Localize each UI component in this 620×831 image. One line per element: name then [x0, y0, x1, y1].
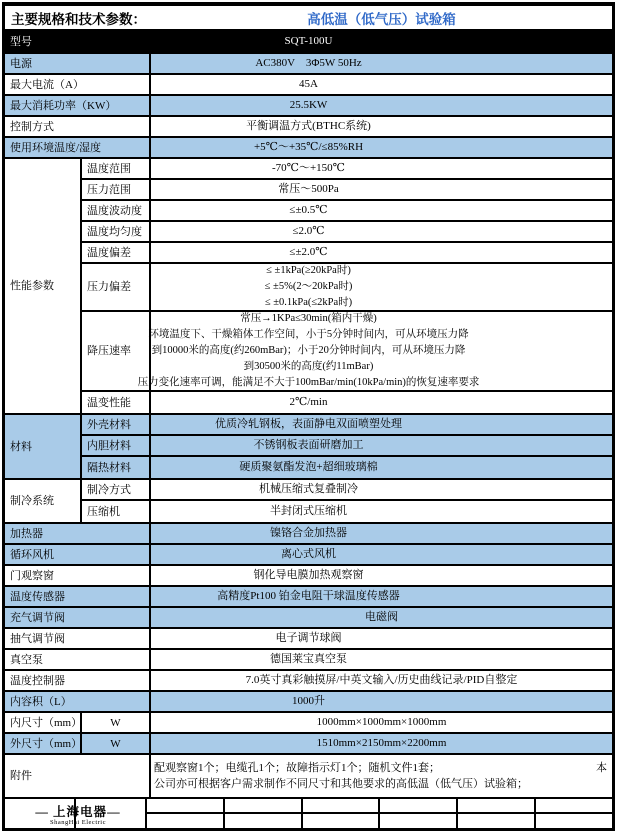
- product-title: 高低温（低气压）试验箱: [307, 11, 456, 27]
- logo-dash-right: —: [107, 804, 121, 819]
- table-row: [5, 31, 612, 54]
- value-line: 半封闭式压缩机: [270, 505, 347, 517]
- row-label: 型号: [10, 35, 32, 48]
- value-line: ≤±0.5℃: [289, 204, 328, 216]
- table-row: [82, 392, 612, 413]
- value-line: 高精度Pt100 铂金电阻干球温度传感器: [217, 590, 400, 602]
- value-line: 离心式风机: [281, 548, 336, 560]
- row-label: 循环风机: [5, 545, 151, 564]
- group-rows: [82, 159, 612, 413]
- value-line: 钢化导电膜加热观察窗: [253, 569, 364, 581]
- table-row: [5, 713, 612, 734]
- value-line: 环境温度下、干燥箱体工作空间，小于5分钟时间内，可从环境压力降: [148, 329, 469, 340]
- value-line: 1510mm×2150mm×2200mm: [316, 737, 447, 749]
- table-row: [82, 436, 612, 457]
- row-label: 压力偏差: [82, 264, 151, 310]
- row-label: 温度波动度: [82, 201, 151, 220]
- table-row: [82, 180, 612, 201]
- value-line: 电磁阀: [365, 611, 398, 623]
- row-label: 温度均匀度: [82, 222, 151, 241]
- row-label: 真空泵: [5, 650, 151, 669]
- row-label: 抽气调节阀: [5, 629, 151, 648]
- table-row: [5, 566, 612, 587]
- table-row: [5, 96, 612, 117]
- row-sublabel: W: [82, 734, 151, 753]
- footer-empty-cell-top: [147, 799, 223, 814]
- value-line: 平衡调温方式(BTHC系统): [246, 120, 371, 132]
- value-line: +5℃～+35℃/≤85%RH: [253, 141, 364, 153]
- group-rows: [82, 415, 612, 478]
- value-line: 镍铬合金加热器: [270, 527, 347, 539]
- row-label: 降压速率: [82, 312, 151, 390]
- value-line: ≤2.0℃: [292, 225, 325, 237]
- table-row: [5, 587, 612, 608]
- row-value: [151, 734, 612, 753]
- row-label: 制冷方式: [82, 480, 151, 499]
- row-label: 外壳材料: [82, 415, 151, 434]
- table-row: [5, 629, 612, 650]
- table-row: [5, 524, 612, 545]
- table-row: [82, 415, 612, 436]
- footer-empty-cell-top: [458, 799, 534, 814]
- footer-empty-cell-top: [225, 799, 301, 814]
- table-row: [5, 117, 612, 138]
- row-label: 加热器: [5, 524, 151, 543]
- group-label: 性能参数: [5, 159, 82, 413]
- value-line: 到10000米的高度(约260mBar)；小于20分钟时间内，可从环境压力降: [151, 345, 466, 356]
- value-line: 优质冷轧钢板，表面静电双面喷塑处理: [215, 418, 402, 430]
- row-label: 内尺寸（mm）: [5, 713, 82, 732]
- row-label: 压缩机: [82, 501, 151, 522]
- row-label: 门观察窗: [5, 566, 151, 585]
- row-value: [151, 608, 612, 627]
- row-value: [151, 671, 612, 690]
- value-line: ≤±2.0℃: [289, 246, 328, 258]
- value-line: ≤ ±1kPa(≥20kPa时): [266, 265, 351, 276]
- group-label: 制冷系统: [5, 480, 82, 522]
- table-row: [82, 201, 612, 222]
- value-line: 45A: [299, 78, 318, 90]
- row-label: 控制方式: [5, 117, 151, 136]
- table-row: [5, 480, 612, 524]
- table-row: [5, 650, 612, 671]
- table-row: [82, 480, 612, 501]
- row-value: [154, 755, 607, 797]
- table-row: [5, 545, 612, 566]
- row-label: 内胆材料: [82, 436, 151, 455]
- spec-table: [2, 2, 615, 831]
- table-row: [5, 734, 612, 755]
- footer-empty-cell-top: [536, 799, 612, 814]
- table-row: [5, 54, 612, 75]
- row-label: 内容积（L）: [5, 692, 151, 711]
- value-line: 德国莱宝真空泵: [270, 653, 347, 665]
- table-row: [82, 159, 612, 180]
- table-row: [5, 75, 612, 96]
- value-line: 压力变化速率可调，能满足不大于100mBar/min(10kPa/min)的恢复速率要求: [137, 377, 480, 388]
- row-value: [151, 713, 612, 732]
- value-line: -70℃～+150℃: [272, 162, 345, 174]
- table-row: [82, 222, 612, 243]
- group-rows: [82, 480, 612, 522]
- table-row: [82, 312, 612, 392]
- row-label: 隔热材料: [82, 457, 151, 478]
- value-line: 硬质聚氨酯发泡+超细玻璃棉: [239, 461, 378, 473]
- row-label: 外尺寸（mm）: [5, 734, 82, 753]
- row-label: 压力范围: [82, 180, 151, 199]
- value-line: 机械压缩式复叠制冷: [259, 483, 358, 495]
- row-label: 使用环境温度/湿度: [5, 138, 151, 157]
- row-label: 温度偏差: [82, 243, 151, 262]
- logo-text-en: ShangHai Electric: [50, 818, 106, 826]
- table-row: [5, 608, 612, 629]
- value-line: ≤ ±0.1kPa(≤2kPa时): [264, 297, 353, 308]
- value-line: ≤ ±5%(2～20kPa时): [264, 281, 353, 292]
- attach-text-right: 本: [596, 762, 607, 774]
- table-header: [5, 6, 612, 31]
- table-row: [5, 138, 612, 159]
- value-line: AC380V 3Φ5W 50Hz: [255, 57, 362, 69]
- table-row: [82, 264, 612, 312]
- row-label: 温变性能: [82, 392, 151, 413]
- table-row: [82, 501, 612, 522]
- group-label: 材料: [5, 415, 82, 478]
- table-row: [82, 243, 612, 264]
- table-row: [82, 457, 612, 478]
- row-label: 温度传感器: [5, 587, 151, 606]
- table-body: [5, 31, 612, 799]
- value-line: 1000mm×1000mm×1000mm: [316, 716, 447, 728]
- table-row: [5, 415, 612, 480]
- footer-empty-cell-top: [380, 799, 456, 814]
- row-sublabel: W: [82, 713, 151, 732]
- value-line: 电子调节球阀: [275, 632, 342, 644]
- row-label: 最大消耗功率（KW）: [5, 96, 151, 115]
- value-line: 7.0英寸真彩触摸屏/中英文输入/历史曲线记录/PID自整定: [245, 674, 518, 686]
- table-row: [5, 671, 612, 692]
- value-line: 到30500米的高度(约11mBar): [243, 361, 374, 372]
- row-label: 温度范围: [82, 159, 151, 178]
- attach-text: 配观察窗1个；电缆孔1个；故障指示灯1个；随机文件1套；: [154, 762, 440, 774]
- attach-line: 公司亦可根据客户需求制作不同尺寸和其他要求的高低温（低气压）试验箱；: [154, 778, 528, 790]
- footer-empty-cell-top: [303, 799, 379, 814]
- table-row: [5, 692, 612, 713]
- table-row: [5, 159, 612, 415]
- row-label: 附件: [5, 755, 151, 797]
- value-line: 2℃/min: [289, 396, 328, 408]
- row-label: 电源: [5, 54, 151, 73]
- logo-dash-left: —: [35, 804, 49, 819]
- logo-cn-text: 上海电器: [53, 804, 108, 819]
- row-label: 充气调节阀: [5, 608, 151, 627]
- value-line: SQT-100U: [284, 35, 333, 47]
- value-line: 常压～500Pa: [278, 183, 339, 195]
- value-line: 不锈钢板表面研磨加工: [253, 439, 364, 451]
- value-line: 常压→1KPa≤30min(箱内干燥): [240, 313, 377, 324]
- value-line: 1000升: [292, 695, 325, 707]
- row-label: 最大电流（A）: [5, 75, 151, 94]
- row-label: 温度控制器: [5, 671, 151, 690]
- attach-line: [154, 760, 607, 776]
- table-row: [5, 755, 612, 799]
- value-line: 25.5KW: [289, 99, 328, 111]
- section-title: 主要规格和技术参数：: [11, 11, 146, 27]
